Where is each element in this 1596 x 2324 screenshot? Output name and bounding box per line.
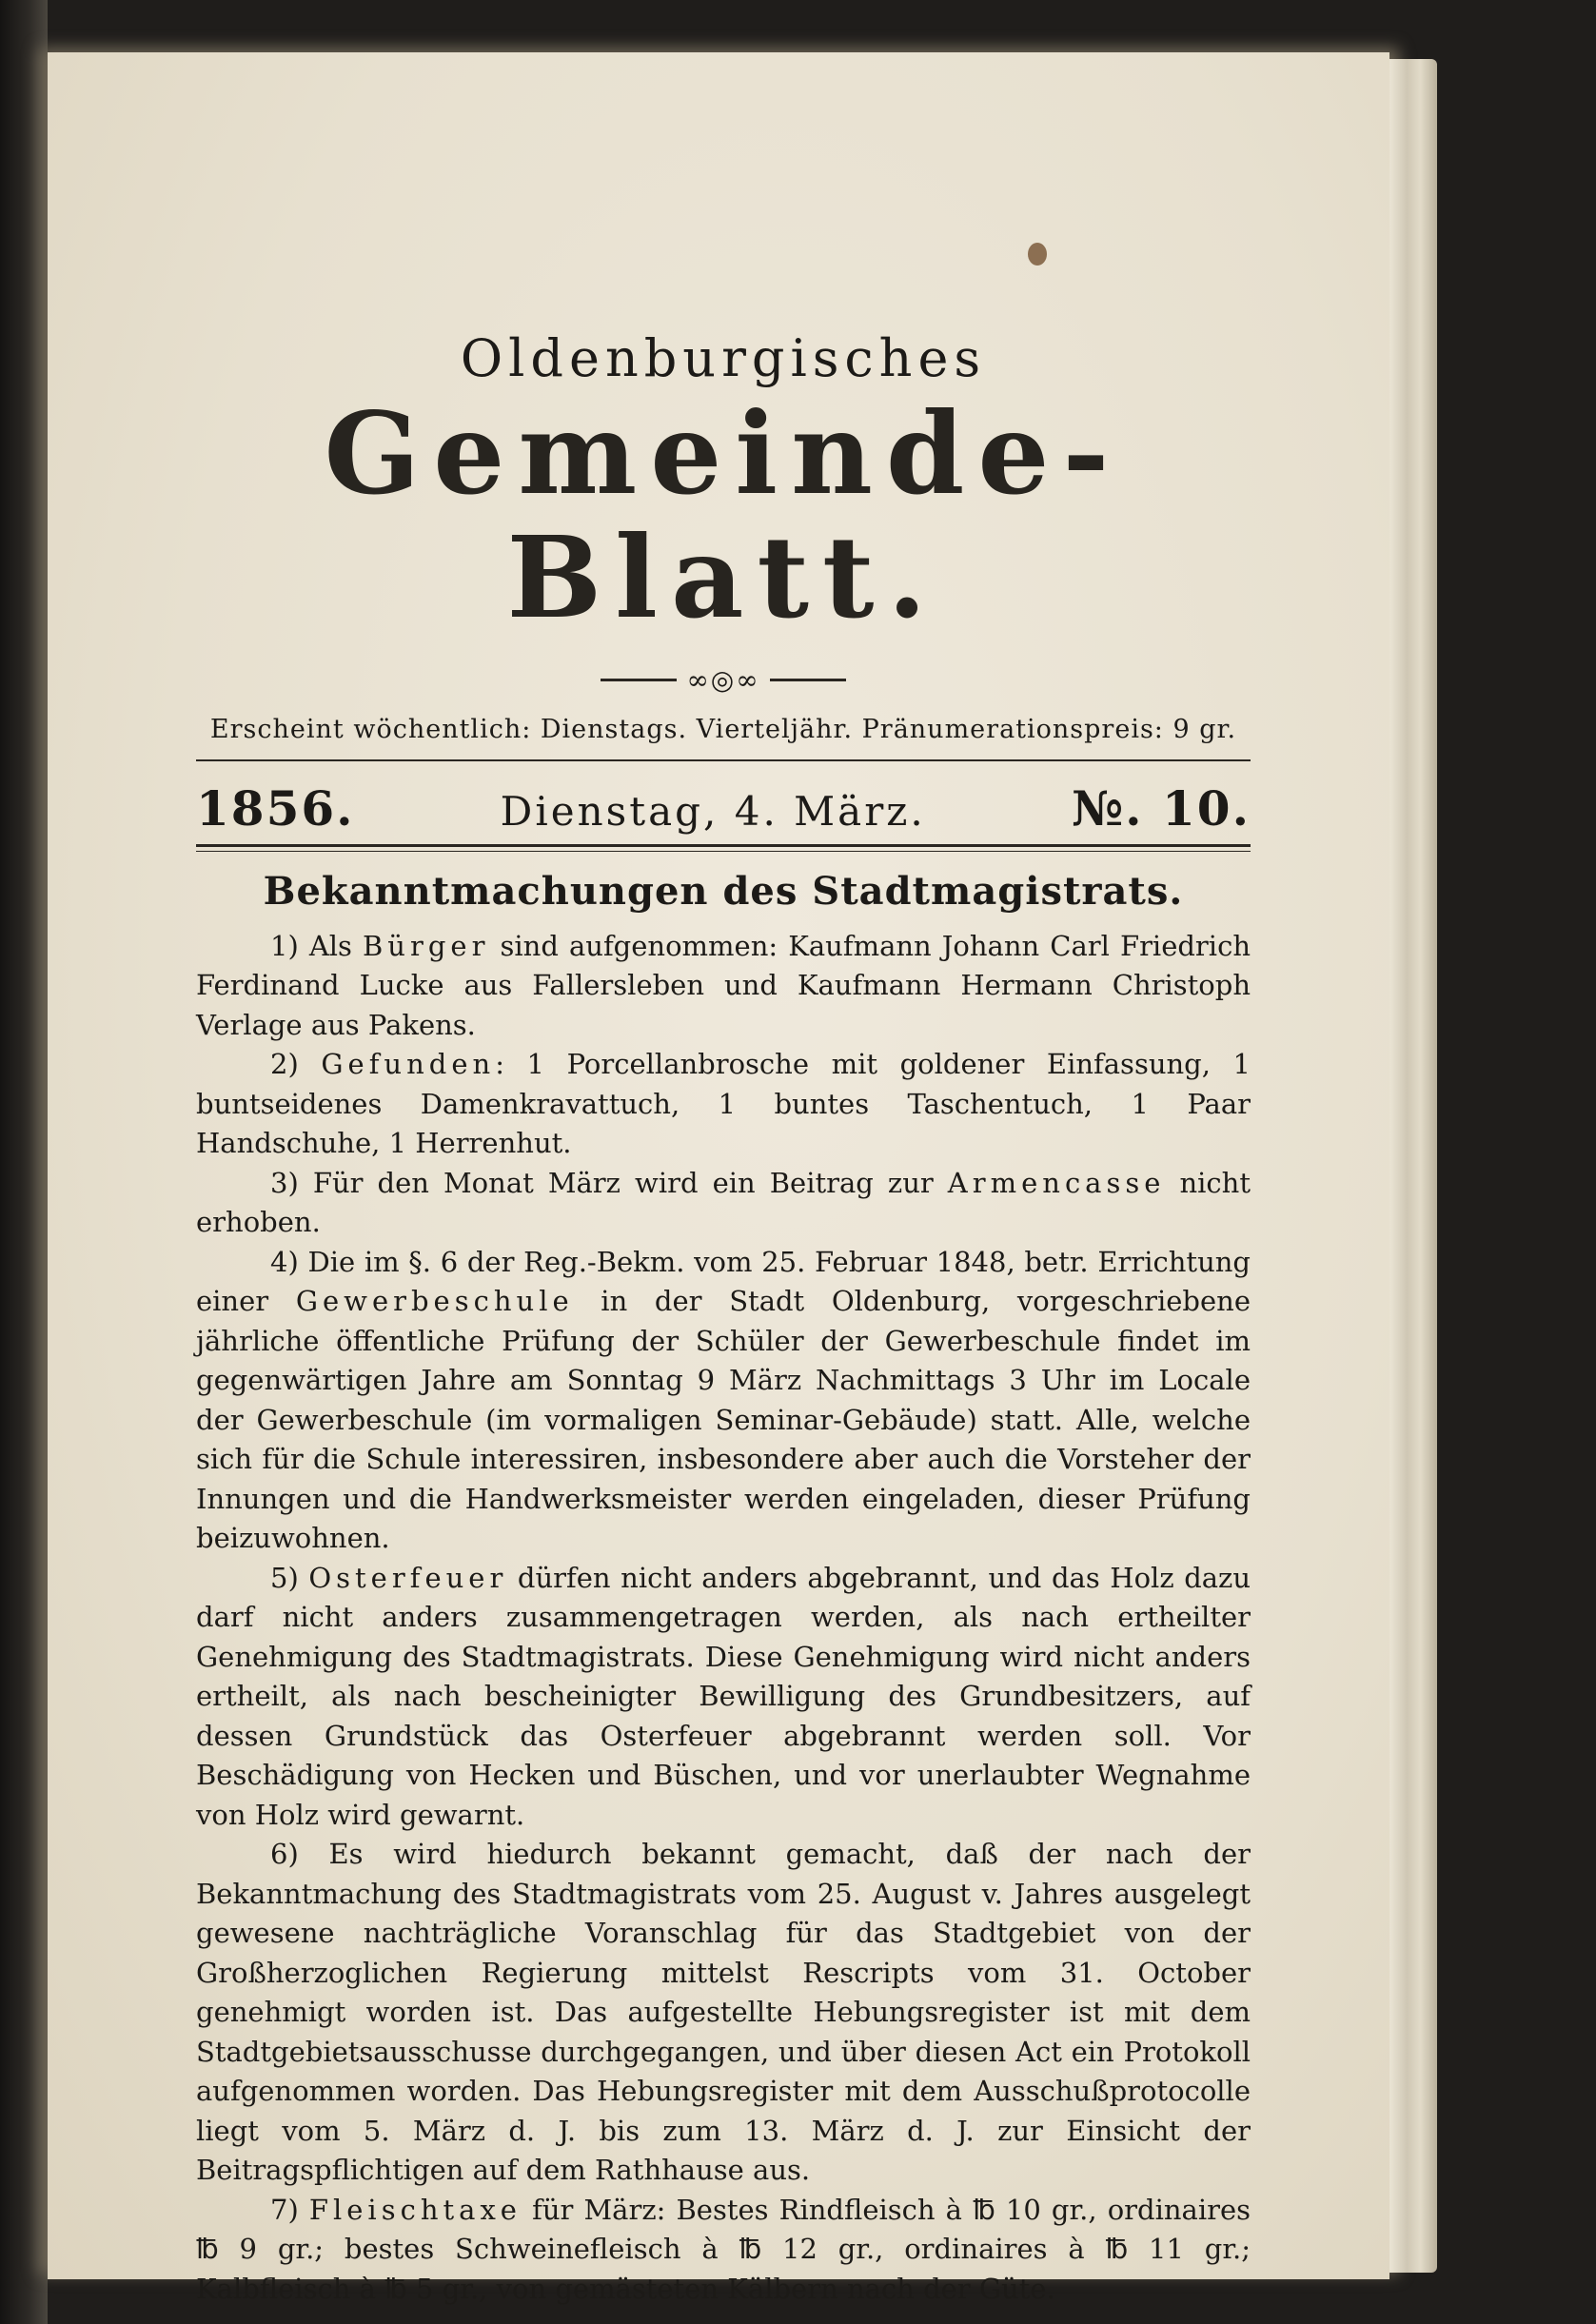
paragraph-text: für März: Bestes Rindfleisch à ℔ 10 gr., ordinaires ℔ 9 gr.; bestes Schweinefleisch à ℔ 12 gr., ordinaires à ℔ 11 gr.; Kalbfleisch à ℔ 5 gr., von gemästeten Kälbern nach der Güte. <box>196 2193 1251 2305</box>
paragraph-text: 2) <box>270 1048 322 1081</box>
announcement-paragraph <box>196 2191 1251 2310</box>
announcement-paragraph <box>196 1559 1251 1836</box>
ornament-knot-icon: ∞◎∞ <box>686 663 760 696</box>
paragraph-keyword: Fleischtaxe <box>308 2193 522 2226</box>
publication-info: Erscheint wöchentlich: Dienstags. Vierteljähr. Pränumerationspreis: 9 gr. <box>209 714 1237 744</box>
page-content <box>196 271 1251 2309</box>
paragraph-text: 7) <box>270 2193 309 2226</box>
masthead-line1: Oldenburgisches <box>460 328 987 388</box>
issue-number: №. 10. <box>1071 779 1251 837</box>
announcement-paragraph <box>196 1164 1251 1243</box>
paragraph-text: sind aufgenommen: Kaufmann Johann Carl Friedrich Ferdinand Lucke aus Fallersleben und Kaufmann Hermann Christoph Verlage aus Pakens. <box>196 929 1251 1041</box>
announcement-paragraph <box>196 1835 1251 2191</box>
announcement-paragraph <box>196 1045 1251 1164</box>
paragraph-keyword: Osterfeuer <box>308 1561 508 1594</box>
issue-date: Dienstag, 4. März. <box>500 787 926 835</box>
paragraph-text: nicht erhoben. <box>196 1166 1251 1239</box>
paragraph-text: dürfen nicht anders abgebrannt, und das Holz dazu darf nicht anders zusammengetragen werden, als nach ertheilter Genehmigung des Stadtmagistrats. Diese Genehmigung wird nicht anders ertheilt, als nach bescheinigter Bewilligung des Grundbesitzers, auf dessen Grundstück das Osterfeuer abgebrannt werden soll. Vor Beschädigung von Hecken und Büschen, und vor unerlaubter Wegnahme von Holz wird gewarnt. <box>196 1561 1251 1831</box>
paragraph-keyword: Armencasse <box>947 1166 1166 1199</box>
paragraph-text: 6) Es wird hiedurch bekannt gemacht, daß der nach der Bekanntmachung des Stadtmagistrats vom 25. August v. Jahres ausgelegt gewesene nachträgliche Voranschlag für das Stadtgebiet von der Großherzoglichen Regierung mittelst Rescripts vom 31. October genehmigt worden ist. Das aufgestellte Hebungsregister ist mit dem Stadtgebietsausschusse durchgegangen, und über diesen Act ein Protokoll aufgenommen worden. Das Hebungsregister mit dem Ausschußprotocolle liegt vom 5. März d. J. bis zum 13. März d. J. zur Einsicht der Beitragspflichtigen auf dem Rathhause aus. <box>196 1838 1251 2187</box>
ink-stain <box>1028 243 1047 266</box>
issue-dateline <box>196 780 1251 837</box>
announcement-paragraph <box>196 1243 1251 1559</box>
divider-rule <box>196 759 1251 761</box>
newspaper-page <box>48 52 1389 2305</box>
masthead-ornament <box>196 664 1251 696</box>
paragraph-keyword: Gefunden <box>321 1048 496 1081</box>
ornament-line-right <box>770 679 846 681</box>
double-divider-rule <box>196 844 1251 852</box>
announcement-paragraph <box>196 927 1251 1046</box>
ornament-line-left <box>601 679 677 681</box>
section-title: Bekanntmachungen des Stadtmagistrats. <box>263 868 1184 914</box>
masthead-title: Gemeinde-Blatt. <box>324 387 1123 643</box>
paragraph-text: 4) Die im §. 6 der Reg.-Bekm. vom 25. Februar 1848, betr. Errichtung einer <box>196 1245 1251 1318</box>
paragraph-keyword: Gewerbeschule <box>295 1285 574 1318</box>
paragraph-text: 1) Als <box>270 929 363 962</box>
paragraph-text: 5) <box>270 1561 309 1594</box>
paragraph-text: : 1 Porcellanbrosche mit goldener Einfassung, 1 buntseidenes Damenkravattuch, 1 buntes Taschentuch, 1 Paar Handschuhe, 1 Herrenhut. <box>196 1048 1251 1160</box>
paragraph-keyword: Bürger <box>363 929 490 962</box>
paragraph-text: in der Stadt Oldenburg, vorgeschriebene jährliche öffentliche Prüfung der Schüler der Gewerbeschule findet im gegenwärtigen Jahre am Sonntag 9 März Nachmittags 3 Uhr im Locale der Gewerbeschule (im vormaligen Seminar-Gebäude) statt. Alle, welche sich für die Schule interessiren, insbesondere aber auch die Vorsteher der Innungen und die Handwerksmeister werden eingeladen, dieser Prüfung beizuwohnen. <box>196 1285 1251 1555</box>
issue-year: 1856. <box>196 779 355 837</box>
paragraph-text: 3) Für den Monat März wird ein Beitrag zur <box>270 1166 948 1199</box>
